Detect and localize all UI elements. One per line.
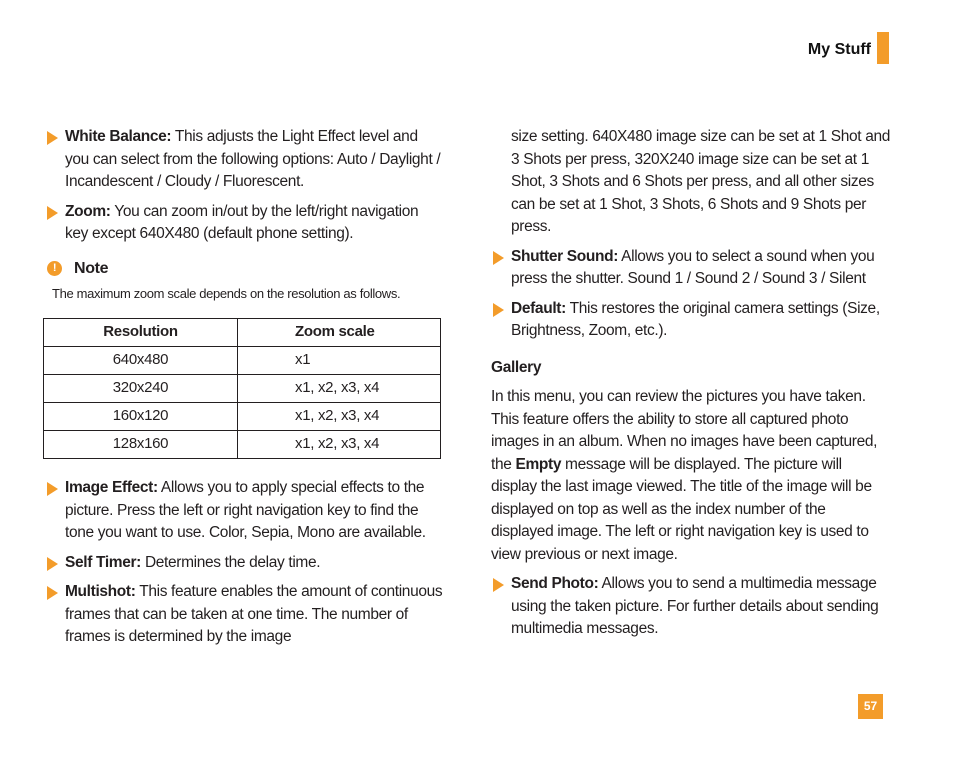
- table-cell: 128x160: [44, 431, 238, 459]
- bullet-text: Allows you to send a multimedia message using the taken picture. For further details about sending multimedia messages.: [511, 575, 879, 637]
- bullet-label: Self Timer:: [65, 553, 141, 571]
- zoom-scale-table: [43, 318, 441, 459]
- table-cell: x1, x2, x3, x4: [238, 375, 441, 403]
- table-cell: 640x480: [44, 347, 238, 375]
- bullet-text: Determines the delay time.: [140, 553, 321, 571]
- gallery-empty-keyword: Empty: [515, 455, 562, 473]
- triangle-bullet-icon: [493, 303, 504, 317]
- bullet-self-timer: [45, 552, 445, 575]
- table-header-resolution: Resolution: [44, 319, 238, 347]
- bullet-zoom: [45, 201, 445, 246]
- bullet-default: [491, 298, 891, 343]
- table-cell: 320x240: [44, 375, 238, 403]
- table-header-row: [44, 319, 441, 347]
- bullet-label: Multishot:: [65, 583, 136, 600]
- triangle-bullet-icon: [493, 251, 504, 265]
- bullet-label: Shutter Sound:: [511, 247, 619, 265]
- page-number: 57: [858, 694, 883, 719]
- table-header-zoom-scale: Zoom scale: [238, 319, 441, 347]
- gallery-description: [491, 386, 891, 566]
- triangle-bullet-icon: [47, 206, 58, 220]
- table-row: [44, 347, 441, 375]
- bullet-label: Zoom:: [65, 202, 111, 220]
- table-cell: 160x120: [44, 403, 238, 431]
- table-cell: x1: [238, 347, 441, 375]
- bullet-text: This feature enables the amount of continuous frames that can be taken at one time. The number of frames is determined by the image: [65, 583, 443, 645]
- table-row: [44, 403, 441, 431]
- bullet-image-effect: [45, 477, 445, 545]
- section-title: My Stuff: [807, 41, 871, 58]
- bullet-text: Allows you to select a sound when you press the shutter. Sound 1 / Sound 2 / Sound 3 / Silent: [511, 247, 875, 287]
- multishot-continuation: size setting. 640X480 image size can be set at 1 Shot and 3 Shots per press, 320X240 image size can be set at 1 Shot, 3 Shots and 6 Shots per press, and all other sizes can be set at 1 Shot, 3 Shots, 6 Shots and 9 Shots per press.: [511, 128, 891, 235]
- left-column: [45, 126, 445, 656]
- triangle-bullet-icon: [47, 557, 58, 571]
- section-tab-marker: [877, 32, 889, 64]
- table-row: [44, 375, 441, 403]
- note-header: [47, 258, 445, 281]
- bullet-label: White Balance:: [65, 128, 172, 145]
- table-cell: x1, x2, x3, x4: [238, 431, 441, 459]
- table-cell: x1, x2, x3, x4: [238, 403, 441, 431]
- bullet-text: You can zoom in/out by the left/right navigation key except 640X480 (default phone setting).: [65, 202, 419, 242]
- gallery-text-before: In this menu, you can review the pictures you have taken. This feature offers the ability to store all captured photo images in an album. When no images have been captured, the: [491, 388, 878, 473]
- bullet-shutter-sound: [491, 246, 891, 291]
- triangle-bullet-icon: [47, 586, 58, 600]
- exclamation-icon: !: [47, 261, 62, 276]
- table-row: [44, 431, 441, 459]
- bullet-label: Send Photo:: [511, 575, 599, 592]
- bullet-text: This adjusts the Light Effect level and you can select from the following options: Auto / Daylight / Incandescent / Cloudy / Fluorescent.: [65, 128, 441, 190]
- triangle-bullet-icon: [47, 131, 58, 145]
- triangle-bullet-icon: [493, 578, 504, 592]
- bullet-white-balance: [45, 126, 445, 194]
- bullet-text: This restores the original camera settings (Size, Brightness, Zoom, etc.).: [511, 299, 880, 339]
- bullet-label: Default:: [511, 299, 566, 317]
- bullet-text: Allows you to apply special effects to the picture. Press the left or right navigation key to find the tone you want to use. Color, Sepia, Mono are available.: [65, 479, 426, 541]
- triangle-bullet-icon: [47, 482, 58, 496]
- bullet-multishot: [45, 581, 445, 649]
- bullet-send-photo: [491, 573, 891, 641]
- note-title: Note: [74, 259, 109, 277]
- right-column: [491, 126, 891, 648]
- gallery-heading: Gallery: [491, 358, 542, 376]
- bullet-label: Image Effect:: [65, 479, 158, 496]
- note-text: The maximum zoom scale depends on the resolution as follows.: [52, 286, 401, 301]
- gallery-text-after: message will be displayed. The picture will display the last image viewed. The title of the image will be displayed on top as well as the index number of the displayed image. The left or right navigation key is used to view previous or next image.: [491, 455, 872, 563]
